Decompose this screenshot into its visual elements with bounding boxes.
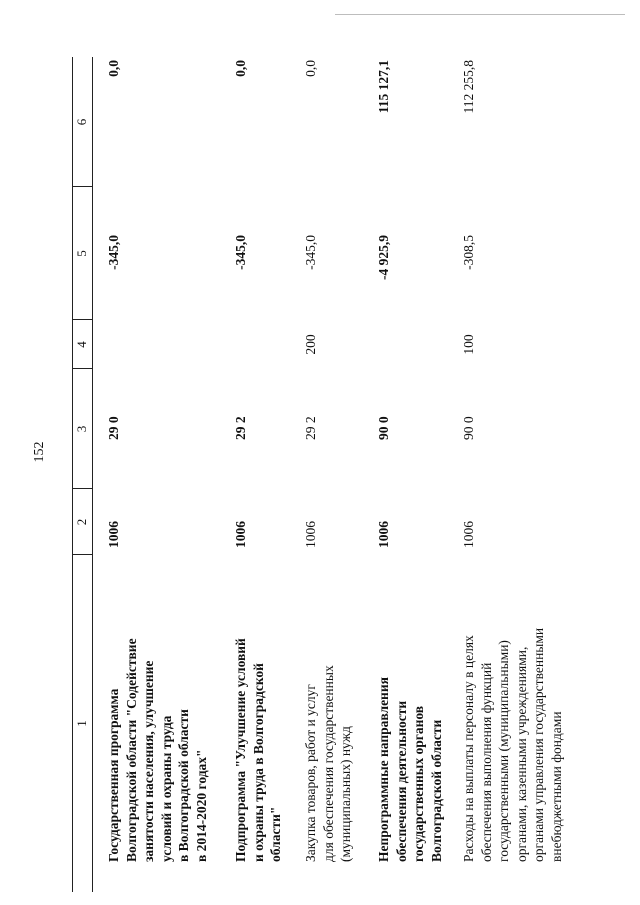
row-section: 1006 [461, 521, 476, 548]
row-change: -345,0 [106, 235, 121, 270]
row-section: 1006 [303, 521, 318, 548]
row-section: 1006 [106, 521, 121, 548]
row-total: 0,0 [106, 60, 121, 77]
scan-edge-line [335, 14, 625, 15]
budget-table [72, 57, 572, 892]
row-total: 0,0 [233, 60, 248, 77]
row-change: -308,5 [461, 235, 476, 270]
column-header-2: 2 [74, 518, 89, 526]
row-name: Непрограммные направления обеспечения деятельности государственных органов Волгоградской области [376, 677, 444, 862]
row-total: 0,0 [303, 60, 318, 77]
row-target: 29 2 [303, 416, 318, 440]
column-header-3: 3 [74, 425, 89, 433]
row-name: Государственная программа Волгоградской области "Содействие занятости населения, улучшение условий и охраны труда в Волгоградской области в 2014-2020 годах" [106, 638, 209, 862]
row-type: 100 [461, 334, 476, 355]
column-header-1: 1 [74, 720, 89, 727]
row-target: 29 2 [233, 416, 248, 440]
row-target: 90 0 [376, 416, 391, 440]
column-header-5: 5 [74, 250, 89, 257]
column-header-6: 6 [74, 118, 89, 126]
row-change: -4 925,9 [376, 235, 391, 280]
row-target: 29 0 [106, 416, 121, 440]
row-section: 1006 [233, 521, 248, 548]
row-change: -345,0 [233, 235, 248, 270]
column-header-4: 4 [74, 341, 89, 348]
row-name: Расходы на выплаты персоналу в целях обеспечения выполнения функций государственными (муниципальными) органами, казенными учреждениями, органами управления государственными внебюджетными фондами [461, 627, 564, 862]
row-change: -345,0 [303, 235, 318, 270]
row-target: 90 0 [461, 416, 476, 440]
row-total: 112 255,8 [461, 60, 476, 114]
row-type: 200 [303, 334, 318, 355]
row-section: 1006 [376, 521, 391, 548]
header-bottom-rule [92, 57, 93, 892]
row-name: Закупка товаров, работ и услуг для обеспечения государственных (муниципальных) нужд [303, 665, 353, 862]
page-number: 152 [32, 441, 47, 463]
row-total: 115 127,1 [376, 60, 391, 114]
row-name: Подпрограмма "Улучшение условий и охраны труда в Волгоградской области" [233, 638, 283, 862]
